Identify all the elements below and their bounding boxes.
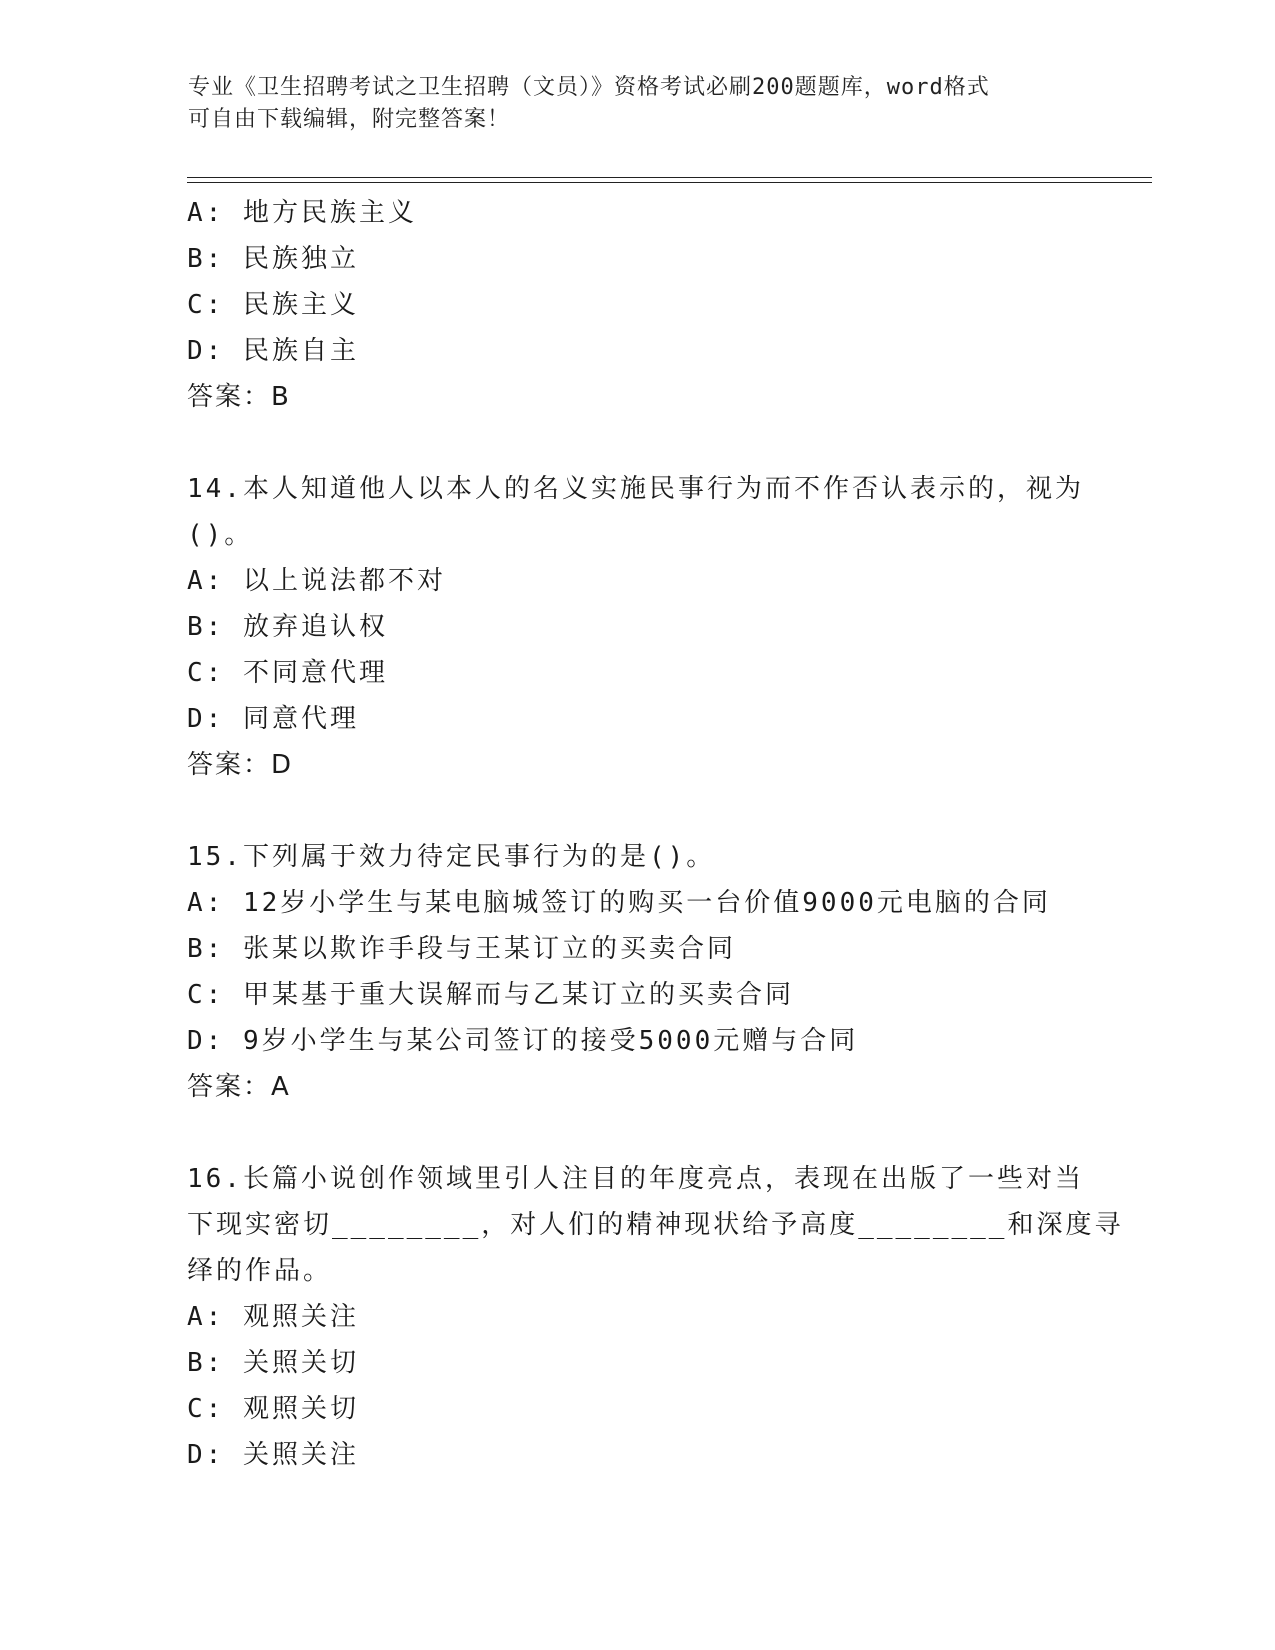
question-13 — [187, 190, 1087, 420]
header-line-1: 专业《卫生招聘考试之卫生招聘（文员）》资格考试必刷200题题库，word格式 — [188, 75, 990, 100]
option-a: A: 以上说法都不对 — [187, 566, 446, 596]
question-stem: ()。 — [187, 520, 254, 550]
option-b: B: 张某以欺诈手段与王某订立的买卖合同 — [187, 934, 736, 964]
spacer — [187, 1110, 1087, 1156]
header-line-2: 可自由下载编辑，附完整答案！ — [188, 107, 511, 132]
question-16 — [187, 1156, 1124, 1478]
option-a: A: 12岁小学生与某电脑城签订的购买一台价值9000元电脑的合同 — [187, 888, 1051, 918]
header-rule-top — [187, 177, 1152, 178]
question-stem: 16.长篇小说创作领域里引人注目的年度亮点，表现在出版了一些对当 — [187, 1164, 1084, 1194]
option-d: D: 9岁小学生与某公司签订的接受5000元赠与合同 — [187, 1026, 859, 1056]
option-a: A: 地方民族主义 — [187, 198, 417, 228]
question-stem: 下现实密切________，对人们的精神现状给予高度________和深度寻 — [187, 1210, 1124, 1240]
option-c: C: 民族主义 — [187, 290, 359, 320]
answer: 答案：B — [187, 382, 291, 412]
question-14 — [187, 466, 1087, 788]
document-header — [188, 72, 1068, 136]
question-15 — [187, 834, 1087, 1110]
answer: 答案：A — [187, 1072, 291, 1102]
question-stem: 绎的作品。 — [187, 1256, 333, 1286]
option-d: D: 民族自主 — [187, 336, 359, 366]
spacer — [187, 788, 1087, 834]
question-stem: 14.本人知道他人以本人的名义实施民事行为而不作否认表示的，视为 — [187, 474, 1084, 504]
question-list — [187, 190, 1124, 1478]
option-a: A: 观照关注 — [187, 1302, 359, 1332]
option-b: B: 放弃追认权 — [187, 612, 388, 642]
answer: 答案：D — [187, 750, 294, 780]
option-b: B: 关照关切 — [187, 1348, 359, 1378]
option-c: C: 甲某基于重大误解而与乙某订立的买卖合同 — [187, 980, 794, 1010]
spacer — [187, 420, 1087, 466]
header-rule-bottom — [187, 182, 1152, 183]
option-b: B: 民族独立 — [187, 244, 359, 274]
option-d: D: 关照关注 — [187, 1440, 359, 1470]
option-c: C: 不同意代理 — [187, 658, 388, 688]
option-c: C: 观照关切 — [187, 1394, 359, 1424]
question-stem: 15.下列属于效力待定民事行为的是()。 — [187, 842, 716, 872]
option-d: D: 同意代理 — [187, 704, 359, 734]
